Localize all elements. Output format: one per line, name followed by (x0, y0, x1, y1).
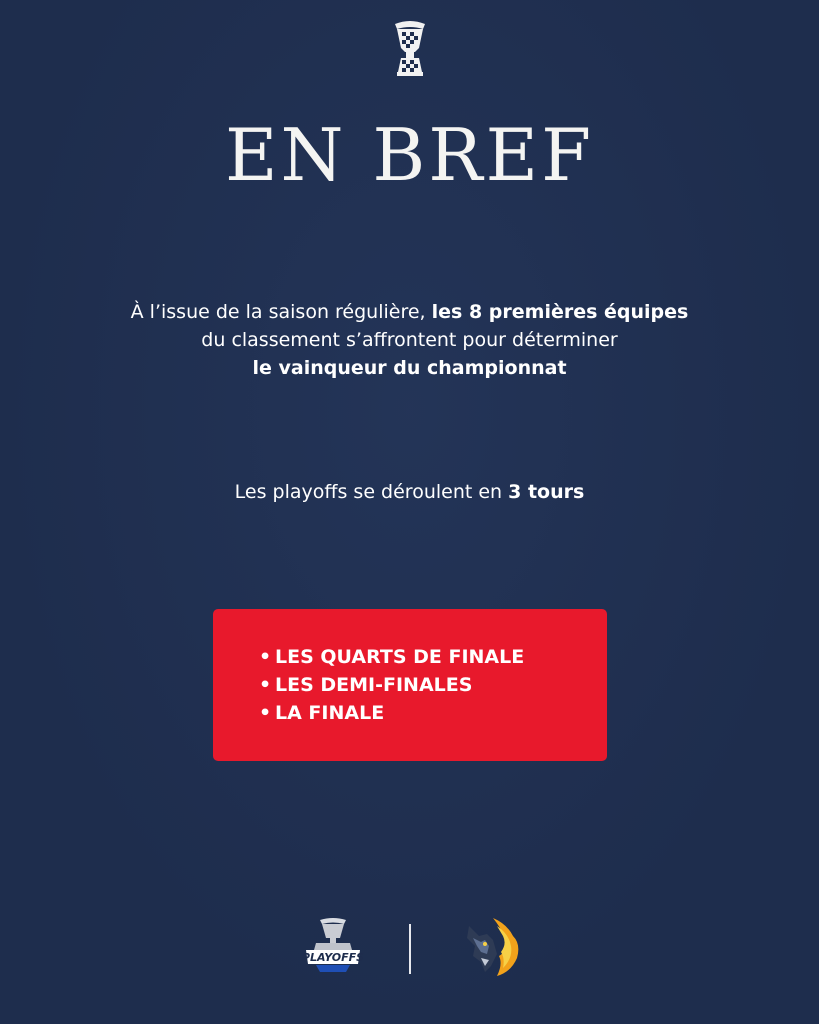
wolf-flame-logo (463, 914, 523, 978)
bullet-icon: • (259, 646, 272, 668)
round-item-demi (259, 671, 607, 699)
intro-line-1-bold: les 8 premières équipes (431, 301, 689, 323)
round-item-quarts (259, 643, 607, 671)
round-item-label: LES DEMI-FINALES (275, 674, 473, 696)
rounds-count: 3 tours (508, 481, 585, 503)
intro-line-3 (40, 354, 779, 382)
bullet-icon: • (259, 674, 272, 696)
rounds-sentence (0, 478, 819, 506)
intro-line-3-bold: le vainqueur du championnat (252, 357, 567, 379)
trophy-icon (393, 18, 427, 78)
playoffs-trophy-logo (300, 918, 366, 976)
intro-line-2: du classement s’affrontent pour déterminer (201, 329, 618, 351)
rounds-list-box (213, 609, 607, 761)
page-title: EN BREF (224, 113, 595, 197)
round-item-label: LES QUARTS DE FINALE (275, 646, 525, 668)
intro-line-1-text: À l’issue de la saison régulière, (130, 301, 432, 323)
rounds-count-highlight (508, 478, 584, 506)
footer-divider (409, 924, 411, 974)
intro-paragraph (40, 298, 779, 382)
svg-text:PLAYOFFS: PLAYOFFS (301, 951, 365, 964)
round-item-label: LA FINALE (275, 702, 385, 724)
bullet-icon: • (259, 702, 272, 724)
round-item-finale (259, 699, 607, 727)
rounds-sentence-text: Les playoffs se déroulent en (234, 481, 509, 503)
intro-line-1 (40, 298, 779, 326)
